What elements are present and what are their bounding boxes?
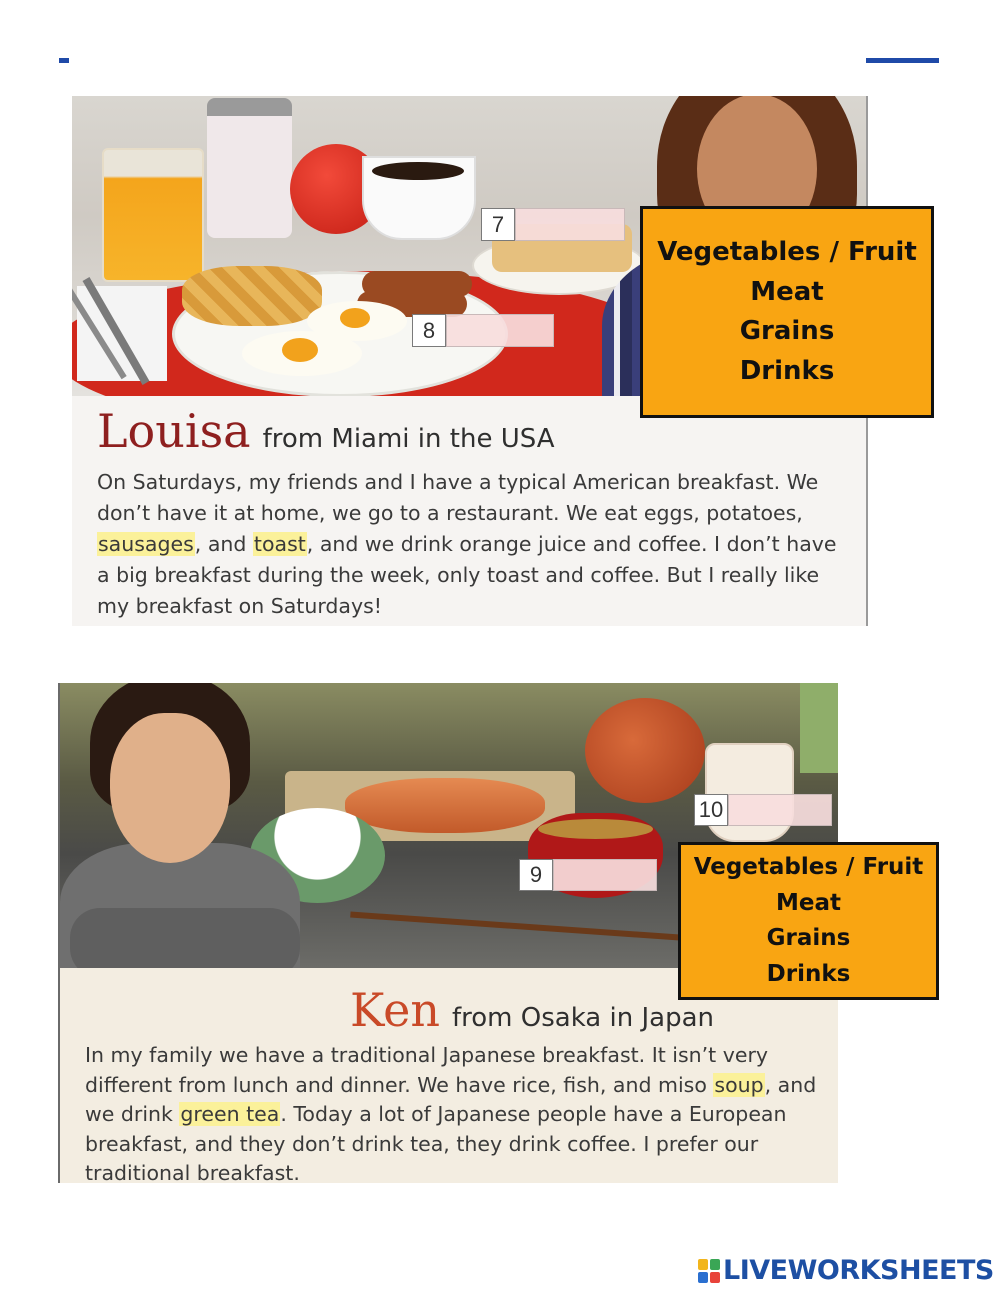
louisa-heading <box>97 404 555 458</box>
potatoes <box>182 266 322 326</box>
category-drinks[interactable]: Drinks <box>766 960 851 987</box>
item-number-7: 7 <box>481 208 515 241</box>
tea-cup <box>705 743 794 842</box>
item-number-10: 10 <box>694 794 728 826</box>
category-grains[interactable]: Grains <box>766 925 851 951</box>
paragraph-text: In my family we have a traditional Japanese breakfast. It isn’t very different from lunch and dinner. We have rice, fish, and miso <box>85 1043 769 1097</box>
paragraph-text: , and we drink <box>85 1072 817 1126</box>
person-name: Ken <box>350 983 440 1037</box>
answer-field-9[interactable] <box>553 859 657 891</box>
ken-heading <box>350 983 714 1037</box>
origin-text: from Miami in the USA <box>262 424 555 454</box>
top-rule-right <box>866 58 939 63</box>
category-meat[interactable]: Meat <box>775 889 841 916</box>
paragraph-text: , and <box>194 532 253 556</box>
category-meat[interactable]: Meat <box>750 276 824 307</box>
sugar-shaker <box>207 98 292 238</box>
green-cup <box>800 683 838 773</box>
item-number-9: 9 <box>519 859 553 891</box>
teapot <box>585 698 705 803</box>
item-number-8: 8 <box>412 314 446 347</box>
face <box>110 713 230 863</box>
paragraph-text: , and we drink orange juice and coffee. I don’t have a big breakfast during the week, only toast and coffee. But I really like my breakfast on Saturdays! <box>97 532 837 618</box>
paragraph-text: . Today a lot of Japanese people have a European breakfast, and they don’t drink tea, they drink coffee. I prefer our traditional breakfast. <box>85 1102 787 1183</box>
paragraph-text: On Saturdays, my friends and I have a typical American breakfast. We don’t have it at home, we go to a restaurant. We eat eggs, potatoes, <box>97 470 819 525</box>
category-vegetables-fruit[interactable]: Vegetables / Fruit <box>657 237 917 267</box>
liveworksheets-logo-icon <box>698 1259 720 1283</box>
grilled-fish <box>345 778 545 833</box>
liveworksheets-logo <box>698 1255 994 1286</box>
highlighted-word: sausages <box>98 532 194 556</box>
highlighted-word: green tea <box>180 1102 280 1126</box>
highlighted-word: soup <box>714 1072 764 1097</box>
answer-field-10[interactable] <box>728 794 832 826</box>
top-rule-left <box>59 58 69 63</box>
ken-paragraph <box>85 1041 825 1183</box>
category-box-ken <box>678 842 939 1000</box>
highlighted-word: toast <box>253 532 306 556</box>
person-name: Louisa <box>97 404 251 458</box>
chopsticks-icon <box>350 911 680 940</box>
answer-field-8[interactable] <box>446 314 554 347</box>
category-vegetables-fruit[interactable]: Vegetables / Fruit <box>693 854 924 880</box>
answer-field-7[interactable] <box>515 208 625 241</box>
category-drinks[interactable]: Drinks <box>739 355 835 386</box>
orange-juice-glass <box>102 148 204 282</box>
category-box-louisa <box>640 206 934 418</box>
louisa-paragraph <box>97 467 847 622</box>
logo-text: LIVEWORKSHEETS <box>723 1255 994 1286</box>
category-grains[interactable]: Grains <box>739 316 835 346</box>
ken-portrait <box>60 683 310 968</box>
origin-text: from Osaka in Japan <box>451 1003 714 1033</box>
